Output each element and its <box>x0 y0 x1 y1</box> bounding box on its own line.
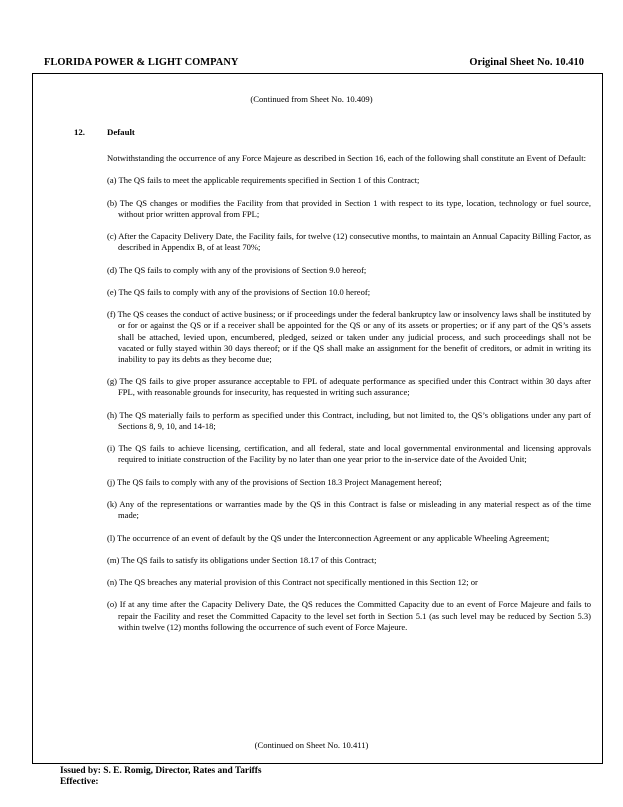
continued-from-note: (Continued from Sheet No. 10.409) <box>250 94 373 104</box>
default-item-m: (m) The QS fails to satisfy its obligations under Section 18.17 of this Contract; <box>107 554 377 565</box>
continued-on-note: (Continued on Sheet No. 10.411) <box>254 740 369 750</box>
default-item-e: (e) The QS fails to comply with any of the provisions of Section 10.0 hereof; <box>107 286 371 297</box>
default-item-h: (h) The QS materially fails to perform as specified under this Contract, including, but not limited to, the QS’s obligations under any part of Sections 8, 9, 10, and 14-18; <box>107 409 591 431</box>
default-item-i: (i) The QS fails to achieve licensing, certification, and all federal, state and local governmental environmental and licensing approvals required to initiate construction of the Facility by no later than one year prior to the in-service date of the Avoided Unit; <box>107 443 591 465</box>
section-title: Default <box>107 127 135 137</box>
default-item-l: (l) The occurrence of an event of default by the QS under the Interconnection Agreement or any applicable Wheeling Agreement; <box>107 532 550 543</box>
issued-by: Issued by: S. E. Romig, Director, Rates and Tariffs <box>60 766 262 776</box>
default-item-d: (d) The QS fails to comply with any of the provisions of Section 9.0 hereof; <box>107 264 367 275</box>
sheet-number: Original Sheet No. 10.410 <box>469 57 584 68</box>
default-item-a: (a) The QS fails to meet the applicable requirements specified in Section 1 of this Contract; <box>107 175 420 186</box>
default-item-g: (g) The QS fails to give proper assurance acceptable to FPL of adequate performance as specified under this Contract within 30 days after FPL, with reasonable grounds for insecurity, has requested in writing such assurance; <box>107 376 591 398</box>
company-name: FLORIDA POWER & LIGHT COMPANY <box>44 57 239 68</box>
default-item-b: (b) The QS changes or modifies the Facility from that provided in Section 1 with respect to its type, location, technology or fuel source, without prior written approval from FPL; <box>107 197 591 219</box>
default-item-c: (c) After the Capacity Delivery Date, the Facility fails, for twelve (12) consecutive months, to maintain an Annual Capacity Billing Factor, as described in Appendix B, of at least 70%; <box>107 231 591 253</box>
default-item-o: (o) If at any time after the Capacity Delivery Date, the QS reduces the Committed Capacity due to an event of Force Majeure and fails to repair the Facility and reset the Committed Capacity to the level set forth in Section 5.1 (as such level may be reduced by Section 5.3) within twelve (12) months following the occurrence of such event of Force Majeure. <box>107 599 591 632</box>
default-item-k: (k) Any of the representations or warranties made by the QS in this Contract is false or misleading in any material respect as of the time made; <box>107 499 591 521</box>
default-item-f: (f) The QS ceases the conduct of active business; or if proceedings under the federal bankruptcy law or insolvency laws shall be instituted by or for or against the QS or if a receiver shall be appointed for the QS or any of its assets or properties; or if any part of the QS’s assets shall be attached, levied upon, encumbered, pledged, seized or taken under any judicial process, and such proceedings shall not be vacated or fully stayed within 30 days thereof; or if the QS shall make an assignment for the benefit of creditors, or admit in writing its inability to pay its debts as they become due; <box>107 309 591 364</box>
section-number: 12. <box>74 127 85 137</box>
default-item-n: (n) The QS breaches any material provision of this Contract not specifically mentioned in this Section 12; or <box>107 577 478 588</box>
section-body <box>107 153 591 644</box>
default-item-j: (j) The QS fails to comply with any of the provisions of Section 18.3 Project Management hereof; <box>107 476 442 487</box>
effective-date-label: Effective: <box>60 777 99 787</box>
section-intro: Notwithstanding the occurrence of any Force Majeure as described in Section 16, each of the following shall constitute an Event of Default: <box>107 153 586 163</box>
